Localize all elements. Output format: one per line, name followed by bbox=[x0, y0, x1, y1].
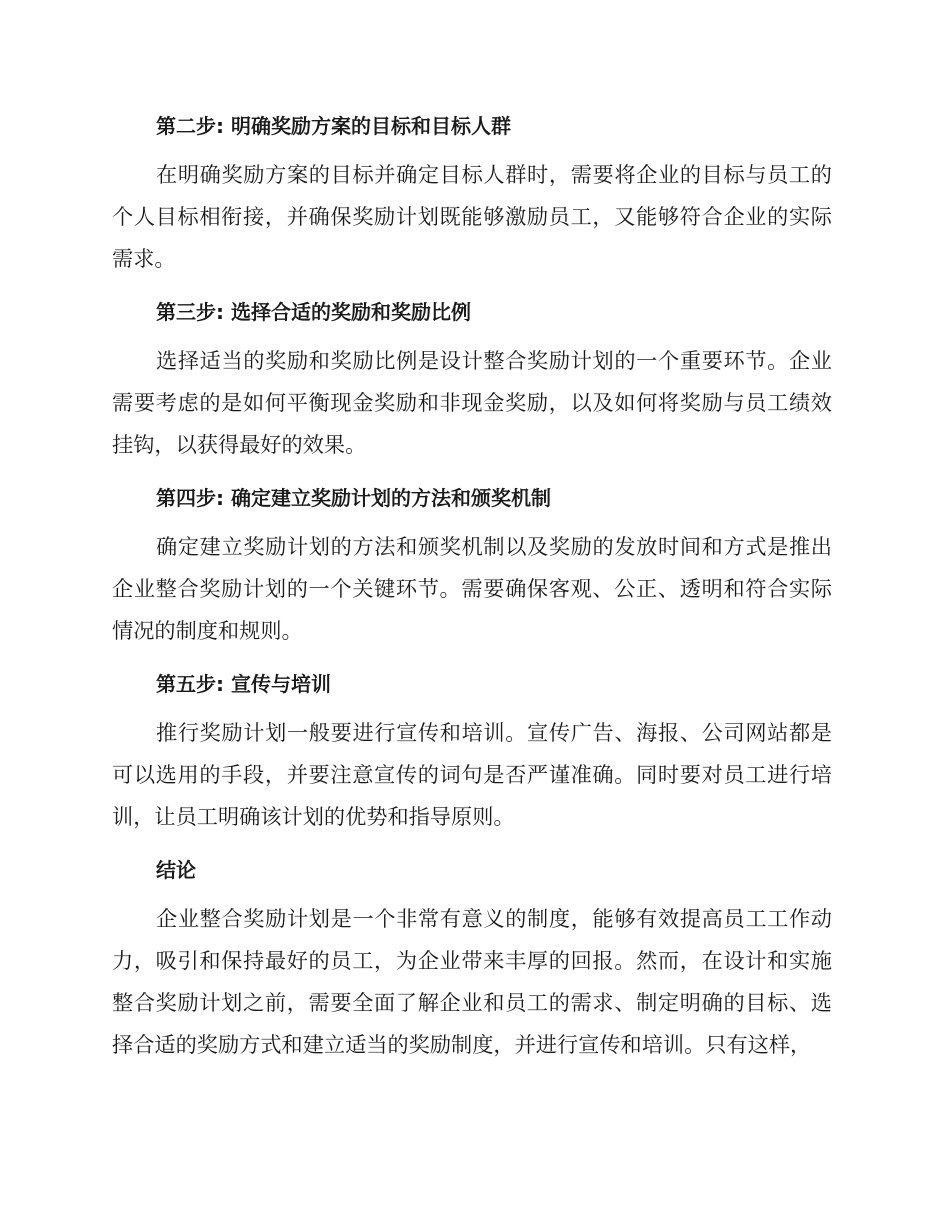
section-heading-step3: 第三步: 选择合适的奖励和奖励比例 bbox=[156, 300, 471, 324]
section-heading-step4: 第四步: 确定建立奖励计划的方法和颁奖机制 bbox=[156, 486, 551, 510]
section-heading-step5: 第五步: 宣传与培训 bbox=[156, 672, 331, 696]
section-heading-conclusion: 结论 bbox=[156, 858, 196, 882]
section-heading-step2: 第二步: 明确奖励方案的目标和目标人群 bbox=[156, 114, 511, 138]
section-paragraph-step4: 确定建立奖励计划的方法和颁奖机制以及奖励的发放时间和方式是推出企业整合奖励计划的一个关键环节。需要确保客观、公正、透明和符合实际情况的制度和规则。 bbox=[112, 534, 832, 643]
section-paragraph-step5: 推行奖励计划一般要进行宣传和培训。宣传广告、海报、公司网站都是可以选用的手段，并要注意宣传的词句是否严谨准确。同时要对员工进行培训，让员工明确该计划的优势和指导原则。 bbox=[112, 720, 832, 829]
section-paragraph-conclusion: 企业整合奖励计划是一个非常有意义的制度，能够有效提高员工工作动力，吸引和保持最好的员工，为企业带来丰厚的回报。然而，在设计和实施整合奖励计划之前，需要全面了解企业和员工的需求、制定明确的目标、选择合适的奖励方式和建立适当的奖励制度，并进行宣传和培训。只有这样， bbox=[112, 906, 832, 1057]
section-paragraph-step2: 在明确奖励方案的目标并确定目标人群时，需要将企业的目标与员工的个人目标相衔接，并确保奖励计划既能够激励员工，又能够符合企业的实际需求。 bbox=[112, 162, 832, 271]
document-page bbox=[112, 104, 832, 1076]
section-paragraph-step3: 选择适当的奖励和奖励比例是设计整合奖励计划的一个重要环节。企业需要考虑的是如何平衡现金奖励和非现金奖励，以及如何将奖励与员工绩效挂钩，以获得最好的效果。 bbox=[112, 348, 832, 457]
